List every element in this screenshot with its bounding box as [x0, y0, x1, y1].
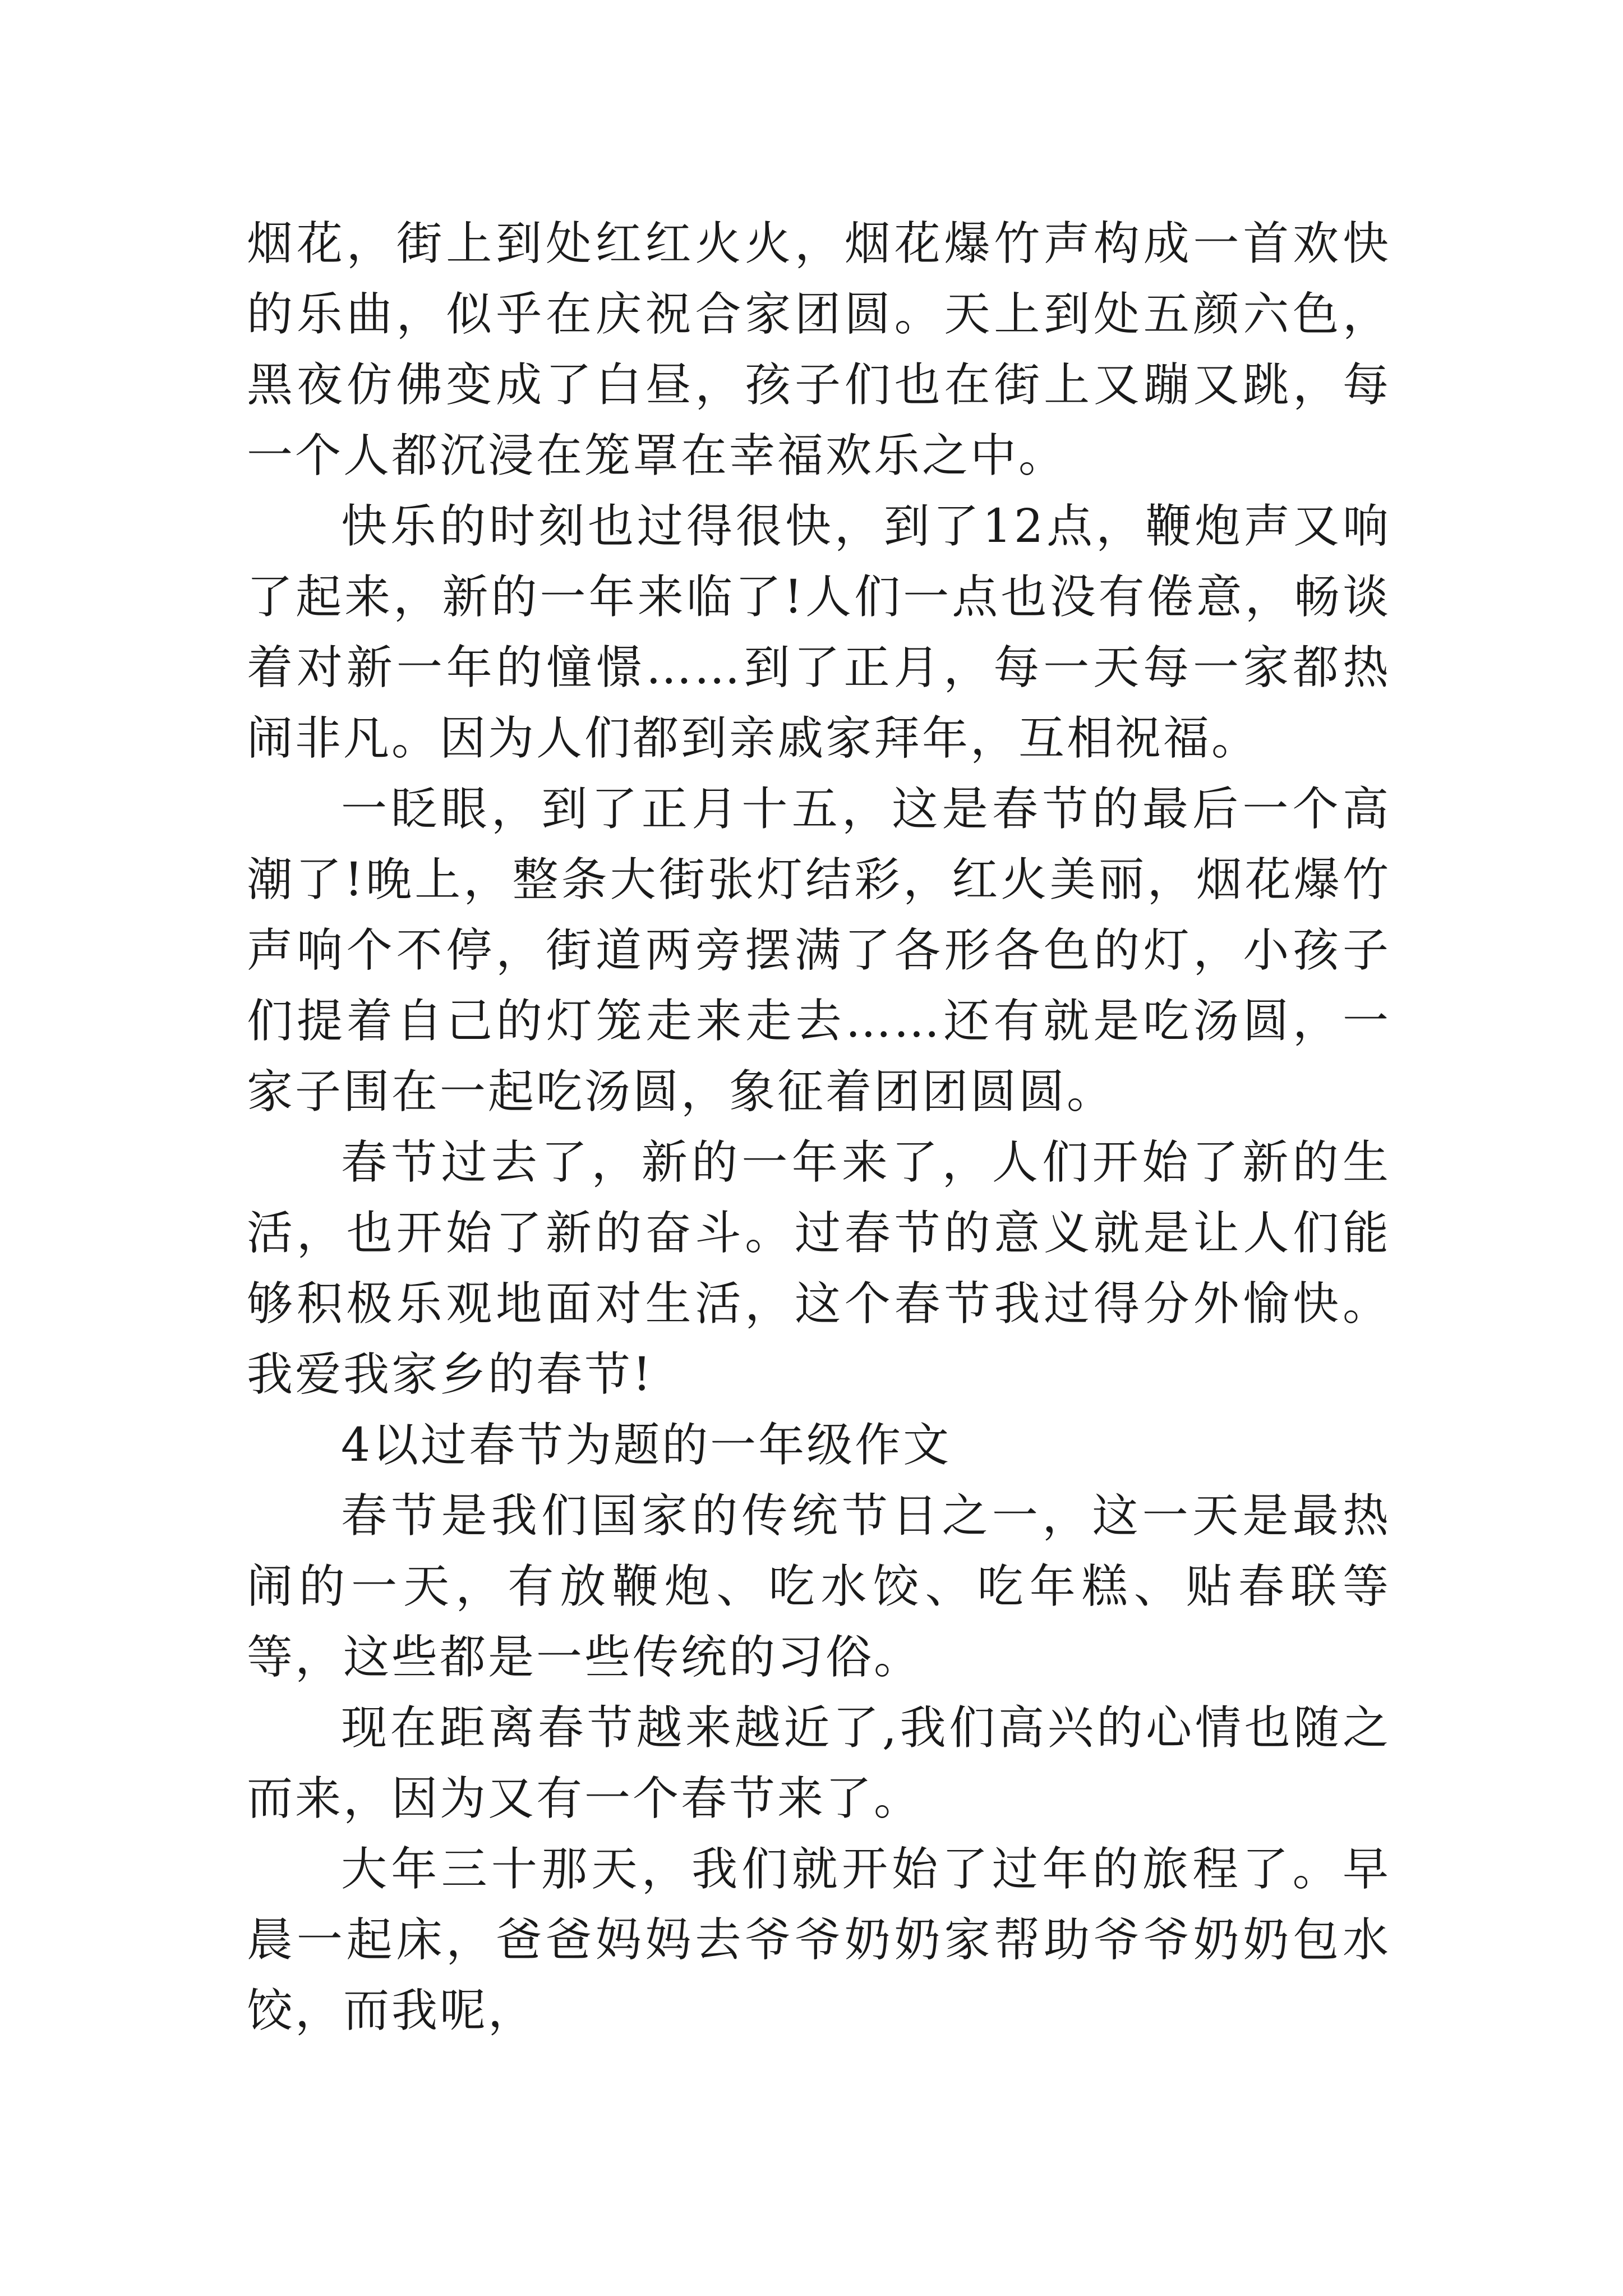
- paragraph: 大年三十那天，我们就开始了过年的旅程了。早晨一起床，爸爸妈妈去爷爷奶奶家帮助爷爷奶奶包水饺，而我呢，: [247, 1843, 1391, 2037]
- document-body: [247, 209, 1391, 2046]
- paragraph-continued: 烟花，街上到处红红火火，烟花爆竹声构成一首欢快的乐曲，似乎在庆祝合家团圆。天上到处五颜六色，黑夜仿佛变成了白昼，孩子们也在街上又蹦又跳，每一个人都沉浸在笼罩在幸福欢乐之中。: [247, 217, 1391, 482]
- section-heading: 4以过春节为题的一年级作文: [341, 1419, 952, 1472]
- paragraph: 现在距离春节越来越近了,我们高兴的心情也随之而来，因为又有一个春节来了。: [247, 1701, 1391, 1825]
- paragraph: 快乐的时刻也过得很快，到了12点，鞭炮声又响了起来，新的一年来临了!人们一点也没有倦意，畅谈着对新一年的憧憬……到了正月，每一天每一家都热闹非凡。因为人们都到亲戚家拜年，互相祝福。: [247, 500, 1391, 765]
- paragraph: 一眨眼，到了正月十五，这是春节的最后一个高潮了!晚上，整条大街张灯结彩，红火美丽，烟花爆竹声响个不停，街道两旁摆满了各形各色的灯，小孩子们提着自己的灯笼走来走去……还有就是吃汤圆，一家子围在一起吃汤圆，象征着团团圆圆。: [247, 783, 1391, 1119]
- paragraph: 春节是我们国家的传统节日之一，这一天是最热闹的一天，有放鞭炮、吃水饺、吃年糕、贴春联等等，这些都是一些传统的习俗。: [247, 1489, 1391, 1684]
- paragraph: 春节过去了，新的一年来了，人们开始了新的生活，也开始了新的奋斗。过春节的意义就是让人们能够积极乐观地面对生活，这个春节我过得分外愉快。我爱我家乡的春节!: [247, 1136, 1391, 1401]
